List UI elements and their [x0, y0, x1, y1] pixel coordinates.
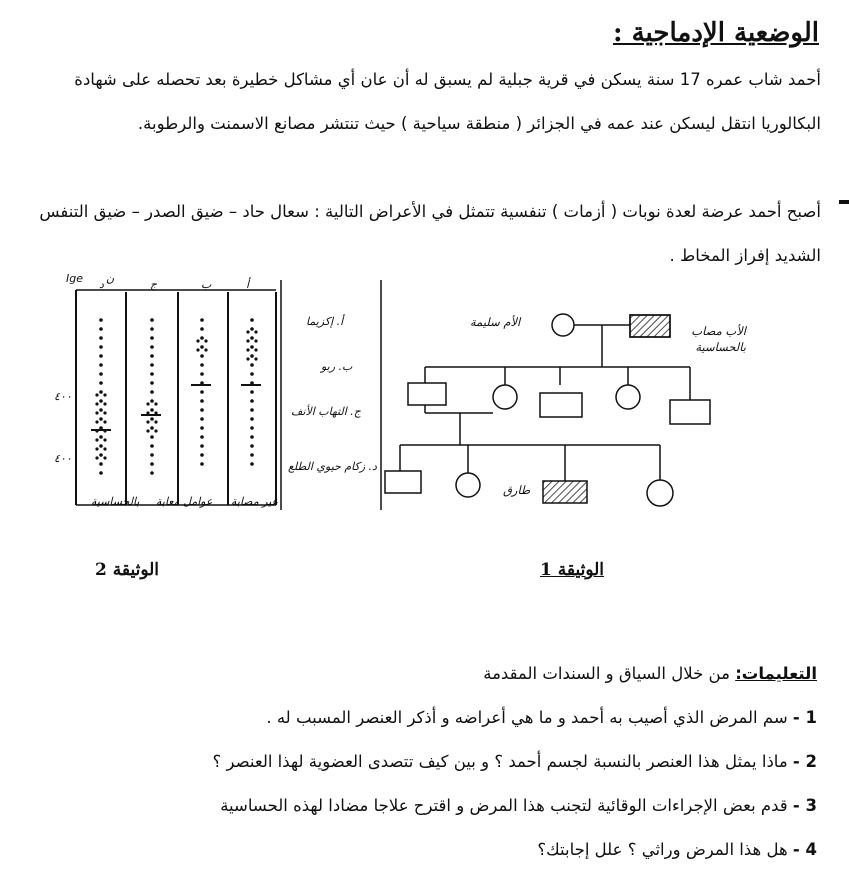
situation-paragraph-2: أصبح أحمد عرضة لعدة نوبات ( أزمات ) تنفسية تتمثل في الأعراض التالية : سعال حاد – ضيق الصدر – ضيق التنفس الشديد إفراز المخاط .	[39, 202, 821, 265]
data-dot	[150, 372, 154, 376]
gen3-male-1	[385, 471, 421, 493]
question-2: 2 - ماذا يمثل هذا العنصر بالنسبة لجسم أحمد ؟ و بين كيف تتصدى العضوية لهذا العنصر ؟	[212, 752, 817, 771]
data-dot	[103, 447, 106, 450]
data-dot	[204, 348, 207, 351]
document-2-caption: الوثيقة 2	[95, 560, 160, 580]
data-dot	[254, 339, 257, 342]
data-dot	[200, 462, 204, 466]
data-dot	[103, 402, 106, 405]
data-dot	[99, 390, 103, 394]
document-2-figure	[54, 272, 386, 520]
data-dot	[246, 357, 249, 360]
data-dot	[99, 444, 103, 448]
data-dot	[95, 420, 98, 423]
y-axis-label: Ige	[66, 272, 83, 285]
data-dot	[150, 381, 154, 385]
tarek-symbol	[543, 481, 587, 503]
data-dot	[99, 453, 103, 457]
data-dot	[99, 417, 103, 421]
data-dot	[204, 339, 207, 342]
data-dot	[95, 438, 98, 441]
data-dot	[250, 363, 254, 367]
data-dot	[150, 471, 154, 475]
data-dot	[200, 408, 204, 412]
bottom-label: عوامل معابة	[156, 495, 213, 508]
data-dot	[200, 327, 204, 331]
data-dot	[99, 372, 103, 376]
gen2-male-1	[408, 383, 446, 405]
column-letter-j: ج	[150, 278, 158, 291]
data-dot	[103, 456, 106, 459]
tarek-label: طارق	[503, 483, 531, 497]
unit-label: ن	[106, 272, 115, 285]
data-dot	[99, 354, 103, 358]
tick-label: ٤٠٠	[54, 390, 72, 403]
instructions-label: التعليمات:	[735, 664, 817, 683]
bottom-label: غير مصابة	[231, 495, 278, 508]
data-dot	[150, 354, 154, 358]
column-letter-d: د	[99, 278, 104, 291]
legend-item-asthma: ب. ربو	[321, 360, 353, 373]
data-dot	[250, 462, 254, 466]
data-dot	[250, 417, 254, 421]
data-dot	[250, 408, 254, 412]
data-dot	[103, 393, 106, 396]
data-dot	[150, 390, 154, 394]
data-dot	[150, 462, 154, 466]
tick-label: ٤٠٠	[54, 452, 72, 465]
data-dot	[150, 444, 154, 448]
data-dot	[146, 402, 149, 405]
data-dot	[150, 399, 154, 403]
data-dot	[99, 381, 103, 385]
data-dot	[150, 453, 154, 457]
data-dot	[99, 336, 103, 340]
data-dot	[150, 417, 154, 421]
data-dot	[103, 438, 106, 441]
data-dot	[146, 420, 149, 423]
question-1: 1 - سم المرض الذي أصيب به أحمد و ما هي أعراضه و أذكر العنصر المسبب له .	[266, 708, 817, 727]
question-4: 4 - هل هذا المرض وراثي ؟ علل إجابتك؟	[537, 840, 817, 859]
data-dot	[200, 390, 204, 394]
data-dot	[150, 336, 154, 340]
bullet-dash	[839, 200, 849, 204]
data-dot	[150, 327, 154, 331]
data-dot	[200, 336, 204, 340]
document-1-pedigree	[380, 285, 820, 515]
data-dot	[200, 444, 204, 448]
data-dot	[150, 345, 154, 349]
data-dot	[99, 345, 103, 349]
gen3-female-2	[647, 480, 673, 506]
data-dot	[250, 399, 254, 403]
document-1-caption: الوثيقة 1	[540, 560, 605, 580]
data-dot	[99, 327, 103, 331]
data-dot	[99, 399, 103, 403]
data-dot	[150, 318, 154, 322]
data-dot	[196, 339, 199, 342]
data-dot	[250, 354, 254, 358]
data-dot	[250, 444, 254, 448]
gen2-male-2	[540, 393, 582, 417]
data-dot	[103, 420, 106, 423]
data-dot	[99, 471, 103, 475]
gen2-male-3	[670, 400, 710, 424]
data-dot	[146, 429, 149, 432]
data-dot	[99, 318, 103, 322]
data-dot	[95, 393, 98, 396]
column-letter-b: ب	[201, 278, 212, 291]
data-dot	[95, 402, 98, 405]
question-3: 3 - قدم بعض الإجراءات الوقائية لتجنب هذا المرض و اقترح علاجا مضادا لهذه الحساسية	[220, 796, 817, 815]
data-dot	[200, 453, 204, 457]
situation-paragraph-1: أحمد شاب عمره 17 سنة يسكن في قرية جبلية لم يسبق له أن عان أي مشاكل خطيرة بعد تحصله على شهادة البكالوريا انتقل ليسكن عند عمه في الجزائر ( منطقة سياحية ) حيث تنتشر مصانع الاسمنت والرطوبة.	[74, 70, 821, 133]
data-dot	[150, 363, 154, 367]
data-dot	[246, 339, 249, 342]
legend-item-hay-fever: د. زكام حيوي الطلع	[288, 460, 377, 473]
column-letter-a: أ	[246, 278, 250, 291]
data-dot	[196, 348, 199, 351]
data-dot	[150, 408, 154, 412]
data-dot	[200, 435, 204, 439]
data-dot	[246, 348, 249, 351]
data-dot	[250, 372, 254, 376]
data-dot	[154, 402, 157, 405]
data-dot	[200, 372, 204, 376]
data-dot	[95, 456, 98, 459]
data-dot	[246, 330, 249, 333]
page-title: الوضعية الإدماجية :	[612, 18, 819, 48]
data-dot	[154, 420, 157, 423]
data-dot	[200, 417, 204, 421]
data-dot	[150, 426, 154, 430]
gen2-female-1	[493, 385, 517, 409]
data-dot	[99, 462, 103, 466]
data-dot	[250, 318, 254, 322]
legend-item-rhinitis: ج. التهاب الأنف	[291, 405, 361, 418]
father-label: الأب مصاب بالحساسية	[691, 324, 746, 354]
data-dot	[200, 399, 204, 403]
data-dot	[103, 411, 106, 414]
mother-label: الأم سليمة	[470, 315, 521, 329]
data-dot	[99, 408, 103, 412]
data-dot	[200, 354, 204, 358]
gen2-female-2	[616, 385, 640, 409]
data-dot	[95, 447, 98, 450]
instructions-intro: من خلال السياق و السندات المقدمة	[483, 664, 730, 683]
data-dot	[250, 336, 254, 340]
legend-item-eczema: أ. إكزيما	[306, 315, 344, 328]
data-dot	[200, 426, 204, 430]
data-dot	[250, 453, 254, 457]
pedigree-diagram	[380, 285, 820, 515]
data-dot	[254, 348, 257, 351]
bottom-label: بالحساسية	[91, 495, 140, 508]
data-dot	[254, 330, 257, 333]
data-dot	[250, 327, 254, 331]
dot-columns	[95, 318, 257, 475]
gen3-female-1	[456, 473, 480, 497]
data-dot	[200, 363, 204, 367]
data-dot	[250, 390, 254, 394]
data-dot	[250, 435, 254, 439]
data-dot	[150, 435, 154, 439]
data-dot	[200, 318, 204, 322]
instructions-header	[37, 664, 817, 683]
data-dot	[99, 435, 103, 439]
data-dot	[99, 363, 103, 367]
data-dot	[250, 345, 254, 349]
data-dot	[154, 429, 157, 432]
data-dot	[254, 357, 257, 360]
data-dot	[95, 411, 98, 414]
data-dot	[200, 345, 204, 349]
data-dot	[250, 426, 254, 430]
mother-symbol	[552, 314, 574, 336]
